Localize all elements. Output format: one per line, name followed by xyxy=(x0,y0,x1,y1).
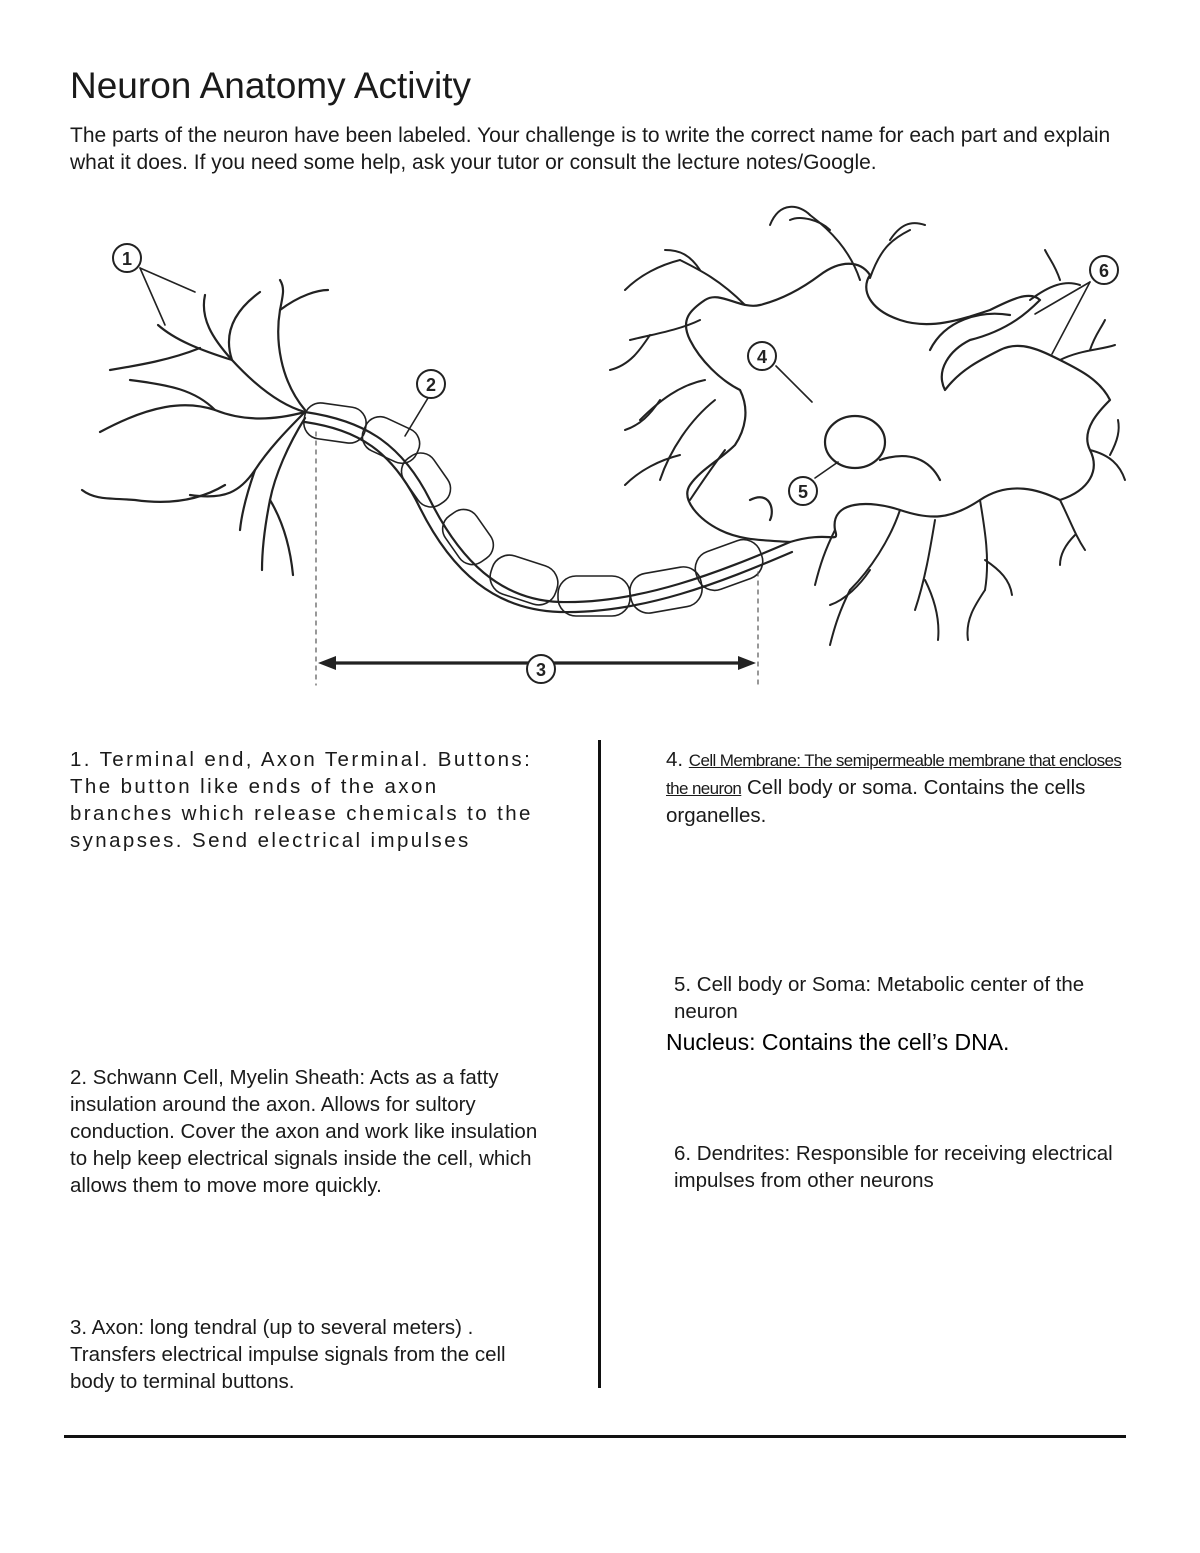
answer-1: 1. Terminal end, Axon Terminal. Buttons: The button like ends of the axon branches which release chemicals to the synapses. Send electrical impulses xyxy=(70,748,533,852)
answer-4 xyxy=(666,746,1146,829)
cell-body xyxy=(686,264,1110,542)
marker-5-label: 5 xyxy=(797,482,809,502)
answer-4-number: 4. xyxy=(666,748,689,771)
answer-5-nucleus: Nucleus: Contains the cell’s DNA. xyxy=(666,1029,1010,1055)
instructions: The parts of the neuron have been labeled. Your challenge is to write the correct name for each part and explain what it does. If you need some help, ask your tutor or consult the lecture notes/Google. xyxy=(70,124,1111,174)
axon-terminal-branches xyxy=(82,280,328,575)
axon-span-guides xyxy=(316,432,758,685)
marker-6-label: 6 xyxy=(1098,261,1110,281)
answer-6: 6. Dendrites: Responsible for receiving electrical impulses from other neurons xyxy=(674,1142,1113,1192)
page-title: Neuron Anatomy Activity xyxy=(70,65,472,106)
marker-1-label: 1 xyxy=(121,249,133,269)
marker-1 xyxy=(113,244,141,272)
arrowhead-right xyxy=(738,656,756,670)
answer-5: 5. Cell body or Soma: Metabolic center of the neuron xyxy=(674,973,1085,1023)
marker-5 xyxy=(789,477,817,505)
answer-4-text: Cell body or soma. Contains the cells organelles. xyxy=(666,776,1086,827)
marker-3 xyxy=(527,655,555,683)
answer-3: 3. Axon: long tendral (up to several meters) . Transfers electrical impulse signals from the cell body to terminal buttons. xyxy=(70,1316,506,1393)
nucleus xyxy=(825,416,885,468)
marker-2-label: 2 xyxy=(425,375,437,395)
bottom-rule xyxy=(64,1435,1126,1438)
marker-4-label: 4 xyxy=(756,347,768,367)
neuron-diagram xyxy=(0,200,1200,700)
marker-4 xyxy=(748,342,776,370)
answer-4-underlined: Cell Membrane: The semipermeable membrane that encloses the neuron xyxy=(666,751,1122,798)
axon xyxy=(305,412,792,612)
column-divider xyxy=(598,740,601,1388)
marker-2 xyxy=(417,370,445,398)
marker-3-label: 3 xyxy=(535,660,547,680)
arrowhead-left xyxy=(318,656,336,670)
marker-6 xyxy=(1090,256,1118,284)
answer-2: 2. Schwann Cell, Myelin Sheath: Acts as a fatty insulation around the axon. Allows for sultory conduction. Cover the axon and work like insulation to help keep electrical signals inside the cell, which allows them to move more quickly. xyxy=(70,1066,538,1197)
